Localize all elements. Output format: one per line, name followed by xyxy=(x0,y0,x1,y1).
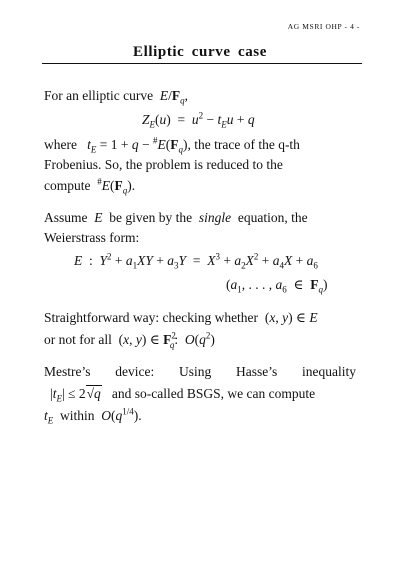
zeta-formula: $Z_E(u) = u^2 - t_Eu + q$ xyxy=(142,110,255,130)
complexity-line: or not for all (x, y) ∈ $F^2_q$: $O(q^2)$ xyxy=(44,330,215,350)
mestre-word: Mestre’s xyxy=(44,364,91,379)
hasse-bound-line: $|t_E| \le 2√q$ and so-called BSGS, we can compute xyxy=(50,386,316,404)
intro-line xyxy=(44,88,188,104)
single-word: single xyxy=(198,210,232,225)
for-all-text: or not for all xyxy=(44,332,112,347)
trace-formula: $t_E = 1 + q - ^{\#}E(F_q)$ xyxy=(87,135,188,155)
trace-line xyxy=(44,137,356,153)
inequality-word: inequality xyxy=(302,364,356,379)
weierstrass-line: Weierstrass form: xyxy=(44,230,140,245)
equation-text: equation, the xyxy=(237,210,308,225)
hasse-word: Hasse’s xyxy=(236,364,278,379)
trace-text: , the trace of the q-th xyxy=(187,137,300,152)
given-text: be given by the xyxy=(109,210,193,225)
weierstrass-equation: E : $Y^2 + a_1XY + a_3Y = X^3 + a_2X^2 + a_4X + a_6$ xyxy=(74,251,318,271)
page-header: AG MSRI OHP - 4 - xyxy=(287,22,360,31)
straightforward-text: Straightforward way: checking whether xyxy=(44,310,259,325)
where-word: where xyxy=(44,137,77,152)
result-line: $t_E$ within $O(q^{1/4})$. xyxy=(44,406,142,426)
straightforward-line: Straightforward way: checking whether (x, y) ∈ E xyxy=(44,310,318,325)
assume-line: Assume E be given by the single equation, the xyxy=(44,210,308,225)
compute-text: compute xyxy=(44,178,91,193)
title-underline xyxy=(42,63,362,64)
curve-notation: $E/F_q$, xyxy=(159,88,188,106)
within-word: within xyxy=(60,408,95,423)
bsgs-text: and so-called BSGS, we can compute xyxy=(111,386,316,401)
using-word: Using xyxy=(178,364,212,379)
element-of-symbol: ∈ xyxy=(293,277,304,292)
mestre-line xyxy=(44,364,356,380)
page-title: Elliptic curve case xyxy=(132,44,268,60)
coefficient-tuple: ($a_1$, . . . , $a_6$ ∈ $F_q$) xyxy=(226,277,328,295)
intro-text: For an elliptic curve xyxy=(44,88,154,103)
assume-word: Assume xyxy=(44,210,88,225)
device-word: device: xyxy=(115,364,155,379)
compute-line: compute $^{\#}E(F_q)$. xyxy=(44,176,136,196)
frobenius-line: Frobenius. So, the problem is reduced to the xyxy=(44,157,283,172)
